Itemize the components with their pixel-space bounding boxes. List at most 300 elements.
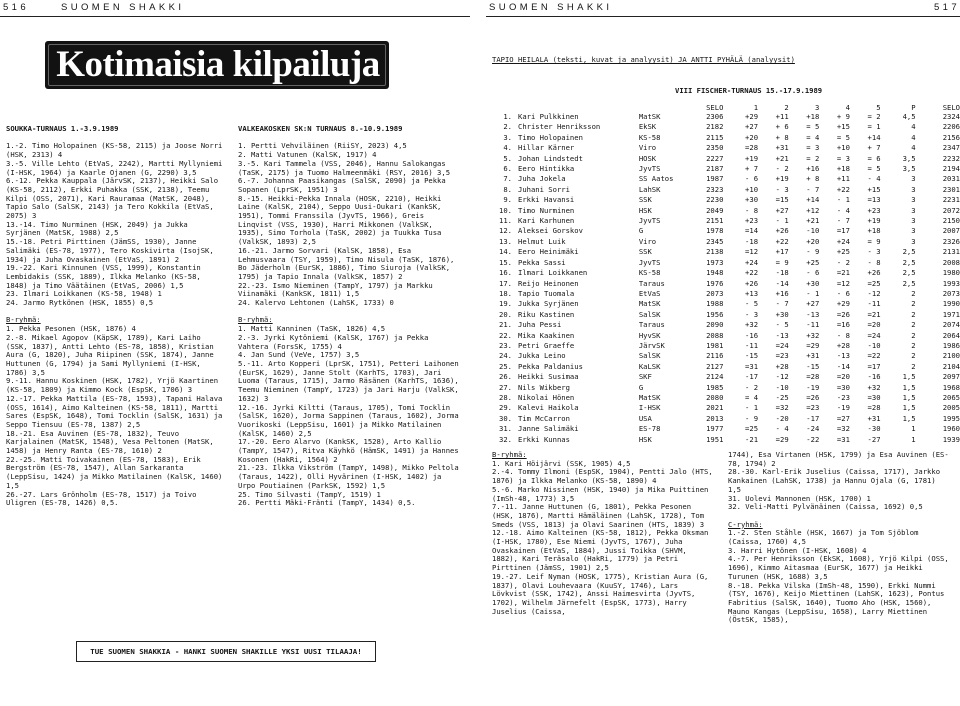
player-rank: 20. [499,309,512,319]
crosstable-header-row [492,103,960,112]
player-name: Jukka Syrjänen [518,299,579,309]
crosstable-row [492,216,960,226]
valkeakoski-b-para: 17.-20. Eero Alarvo (KankSK, 1528), Arto Kallio (TampY, 1547), Ritva Käyhkö (HämSK, 1491) ja Hannes Kosonen (HakRi, 1564) 2 [238,437,464,464]
cell-round-2: -12 [775,372,789,382]
valkeakoski-b-para: 12.-16. Jyrki Kiltti (Taraus, 1705), Tomi Tocklin (SalSK, 1620), Jorma Sappinen (Taraus, 1602), Jorma Vuorikoski (LeppSisu, 1601) ja Mikko Matilainen (KalSK, 1460) 2,5 [238,402,464,438]
cell-round-1: - 6 [745,174,759,184]
cell-round-3: + 8 [806,174,820,184]
soukka-para: 1.-2. Timo Holopainen (KS-58, 2115) ja Joose Norri (HSK, 2313) 4 [6,141,227,160]
player-name: Nikolai Hönen [518,392,575,402]
crosstable-row [492,237,960,247]
fischer-c-group [728,451,952,625]
player-cell [492,403,639,413]
cell-round-5: =22 [867,351,881,361]
cell-elo: 1956 [706,309,724,319]
cell-points: 2 [911,299,916,309]
player-cell [492,185,639,195]
col-header-new-selo: SELO [942,103,960,112]
cell-round-2: +11 [775,112,789,121]
cell-round-1: - 5 [745,299,759,309]
cell-round-2: -18 [775,268,789,278]
cell-round-2: +19 [775,174,789,184]
player-cell [492,195,639,205]
player-rank: 3. [503,132,512,142]
cell-round-5: = 6 [867,153,881,163]
cell-new-elo: 1980 [942,268,960,278]
cell-points: 1 [911,434,916,444]
crosstable-row [492,393,960,403]
cell-round-1: +20 [745,132,759,142]
player-rank: 15. [499,257,512,267]
cell-round-5: =20 [867,320,881,330]
cell-club: MatSK [638,392,661,402]
fischer-b-para: 19.-27. Leif Nyman (HOSK, 1775), Kristian Aura (G, 1837), Olavi Louhevaara (KuuSY, 1746), Lars Lövkvist (SSK, 1742), Anssi Haimesvirta (JyvTS, 1702), Wilhelm Järnefelt (EspSK, 1773), Harry Juselius (Caissa, [492,571,713,616]
crosstable-row [492,143,960,153]
player-rank: 29. [499,403,512,413]
cell-elo: 2187 [706,164,724,174]
cell-round-3: +27 [806,299,820,309]
cell-elo: 2021 [706,403,724,413]
valkeakoski-b-para: 2.-3. Jyrki Kytöniemi (KalSK, 1767) ja Pekka Vahtera (ForsSK, 1755) 4 [238,332,433,351]
cell-new-elo: 2007 [942,226,960,236]
cell-round-4: - 4 [836,205,850,215]
cell-round-1: =25 [745,424,759,434]
cell-new-elo: 2100 [942,351,960,361]
valkeakoski-title: VALKEAKOSKEN SK:N TURNAUS 8.-10.9.1989 [238,124,403,133]
cell-elo: 2073 [706,288,724,298]
cell-round-2: - 4 [775,424,789,434]
cell-round-2: +28 [775,361,789,371]
cell-points: 1,5 [902,403,916,413]
player-cell [492,424,639,434]
cell-elo: 1977 [706,424,724,434]
cell-elo: 1981 [706,340,724,350]
cell-round-3: -17 [806,413,820,423]
cell-round-1: +26 [745,278,759,288]
left-running-title: SUOMEN SHAKKI [61,2,185,13]
section-banner [45,41,389,89]
cell-points: 2 [911,288,916,298]
crosstable-row [492,174,960,184]
cell-round-5: =28 [867,403,881,413]
fischer-b-para: 2.-4. Tommy Ilmoni (EspSK, 1904), Pentti Jalo (HTS, 1876) ja Ilkka Melanko (KS-58, 1890) 4 [492,467,718,486]
cell-club: Taraus [638,278,665,288]
cell-points: 2 [911,330,916,340]
cell-club: G [638,226,644,236]
fischer-b-para: 1. Kari Höijärvi (SSK, 1905) 4,5 [492,458,631,468]
cell-round-1: -18 [745,236,759,246]
crosstable-row [492,112,960,122]
cell-round-4: =21 [836,268,850,278]
cell-round-3: = 2 [806,153,820,163]
valkeakoski-b-label: B-ryhmä: [238,315,273,325]
crosstable-row [492,122,960,132]
player-name: Hillar Kärner [518,143,575,153]
cell-round-3: -15 [806,361,820,371]
cell-round-1: =28 [745,143,759,153]
cell-elo: 2127 [706,361,724,371]
cell-round-5: =17 [867,361,881,371]
cell-new-elo: 2031 [942,174,960,184]
cell-club: JyvTS [638,216,661,226]
fischer-b-cont-para: 31. Uolevi Mannonen (HSK, 1700) 1 [728,493,871,503]
cell-round-1: =14 [745,226,759,236]
player-name: Juha Jokela [518,174,566,184]
left-page-number: 516 [3,2,30,13]
crosstable-row [492,247,960,257]
player-cell [492,216,639,226]
cell-round-1: - 1 [745,403,759,413]
cell-round-2: =24 [775,340,789,350]
cell-round-5: -30 [867,424,881,434]
cell-round-1: -21 [745,434,759,444]
cell-round-3: +21 [806,216,820,226]
cell-points: 2 [911,340,916,350]
fischer-title: VIII FISCHER-TURNAUS 15.-17.9.1989 [675,86,823,95]
cell-club: SSK [638,247,652,257]
crosstable-row [492,383,960,393]
player-name: Aleksei Gorskov [518,226,583,236]
valkeakoski-b-para: 5.-11. Arto Kopperi (LprSK, 1751), Petteri Laihonen (EurSK, 1629), Janne Stolt (KarhTS, 1703), Jari Luoma (Taraus, 1715), Jarmo Räsänen (KarhTS, 1636), Teemu Nieminen (TampY, 1723) ja Jari Harju (ValkSK, 1632) 3 [238,358,464,403]
player-name: Eero Hintikka [518,164,575,174]
crosstable-row [492,279,960,289]
player-cell [492,206,639,216]
cell-round-5: +23 [867,205,881,215]
player-rank: 27. [499,382,512,392]
cell-round-1: +27 [745,122,759,132]
cell-elo: 1985 [706,382,724,392]
crosstable-row [492,320,960,330]
col-header-points: P [911,103,916,112]
cell-round-4: = 3 [836,153,850,163]
valkeakoski-b-para: 26. Pertti Mäki-Fränti (TampY, 1434) 0,5. [238,498,416,508]
cell-round-1: -15 [745,351,759,361]
cell-round-4: =30 [836,382,850,392]
valkeakoski-report [238,124,464,508]
cell-round-2: +21 [775,153,789,163]
player-name: Tim McCarron [518,413,570,423]
cell-new-elo: 2072 [942,205,960,215]
valkeakoski-b-para: 25. Timo Silvasti (TampY, 1519) 1 [238,489,381,499]
cell-round-2: =15 [775,195,789,205]
soukka-b-para: 1. Pekka Pesonen (HSK, 1876) 4 [6,324,136,334]
valkeakoski-para: 3.-5. Kari Tammela (VSS, 2046), Hannu Salokangas (TaSK, 2175) ja Tuomo Halmeenmäki (RSY, 2016) 3,5 [238,158,451,177]
player-rank: 17. [499,278,512,288]
valkeakoski-b-para: 1. Matti Kanninen (TaSK, 1826) 4,5 [238,324,386,334]
cell-elo: 2227 [706,153,724,163]
player-rank: 8. [503,184,512,194]
valkeakoski-para: 2. Matti Vatunen (KalSK, 1917) 4 [238,150,377,160]
cell-round-5: = 5 [867,164,881,174]
cell-club: JyvTS [638,257,661,267]
player-rank: 31. [499,424,512,434]
cell-club: HyvSK [638,330,661,340]
player-name: Eero Heinimäki [518,247,579,257]
player-name: Janne Salimäki [518,424,579,434]
cell-new-elo: 2231 [942,195,960,205]
cell-points: 1,5 [902,413,916,423]
player-rank: 10. [499,205,512,215]
cell-round-3: -11 [806,320,820,330]
cell-points: 2 [911,361,916,371]
player-cell [492,237,639,247]
player-cell [492,143,639,153]
fischer-c-para: 1.-2. Sten Ståhle (HSK, 1667) ja Tom Sjöblom (Caissa, 1760) 4,5 [728,528,923,547]
cell-points: 4,5 [902,112,916,121]
player-cell [492,164,639,174]
crosstable-row [492,268,960,278]
cell-new-elo: 2324 [942,112,960,121]
cell-round-2: +17 [775,247,789,257]
player-cell [492,268,639,278]
cell-round-1: +29 [745,112,759,121]
soukka-b-para: 26.-27. Lars Grönholm (ES-78, 1517) ja Toivo Uligren (ES-78, 1426) 0,5. [6,489,201,508]
cell-new-elo: 2073 [942,288,960,298]
cell-round-1: +30 [745,195,759,205]
cell-round-1: -11 [745,340,759,350]
crosstable-row [492,362,960,372]
cell-round-3: - 1 [806,288,820,298]
cell-round-2: =32 [775,403,789,413]
cell-elo: 2080 [706,392,724,402]
cell-new-elo: 2301 [942,184,960,194]
cell-points: 3 [911,195,916,205]
cell-round-5: +32 [867,382,881,392]
cell-elo: 2124 [706,372,724,382]
cell-club: KS-58 [638,268,661,278]
player-cell [492,320,639,330]
player-rank: 19. [499,299,512,309]
crosstable-row [492,403,960,413]
col-header-round-2: 2 [784,103,789,112]
cell-round-4: +25 [836,247,850,257]
cell-round-3: -13 [806,309,820,319]
player-cell [492,226,639,236]
cell-round-2: +22 [775,236,789,246]
cell-round-4: - 1 [836,195,850,205]
fischer-b-cont-para: 32. Veli-Matti Pylvänäinen (Caissa, 1692) 0,5 [728,502,923,512]
cell-round-1: +32 [745,320,759,330]
cell-round-5: - 4 [867,174,881,184]
cell-round-1: - 9 [745,413,759,423]
cell-round-1: =12 [745,247,759,257]
crosstable-row [492,372,960,382]
cell-club: LahSK [638,184,661,194]
cell-round-2: = 9 [775,257,789,267]
cell-round-5: +15 [867,184,881,194]
player-rank: 32. [499,434,512,444]
player-cell [492,247,639,257]
cell-round-1: +24 [745,257,759,267]
cell-round-4: +15 [836,122,850,132]
fischer-c-para: 8.-18. Pekka Vilska (ImSh-48, 1590), Erkki Nummi (TSY, 1676), Keijo Miettinen (LahSK, 1623), Pontus Fabritius (SalSK, 1640), Tuomo Aho (HSK, 1560), Mauno Kangas (LeppSisu, 1658), Larry Miettinen (ÖstSK, 1585), [728,580,949,625]
cell-elo: 1948 [706,268,724,278]
cell-round-2: -10 [775,382,789,392]
col-header-round-5: 5 [876,103,881,112]
player-name: Riku Kastinen [518,309,575,319]
cell-round-5: + 7 [867,143,881,153]
cell-new-elo: 1960 [942,424,960,434]
player-name: Kari Pulkkinen [518,112,579,121]
banner-title: Kotimaisia kilpailuja [56,44,380,85]
cell-new-elo: 2232 [942,153,960,163]
cell-round-2: -13 [775,330,789,340]
player-name: Christer Henriksson [518,122,601,132]
player-name: Jukka Leino [518,351,566,361]
player-rank: 4. [503,143,512,153]
cell-elo: 1988 [706,299,724,309]
cell-round-2: + 8 [775,132,789,142]
cell-round-4: =27 [836,413,850,423]
player-rank: 16. [499,268,512,278]
cell-round-1: +22 [745,268,759,278]
player-name: Kari Karhunen [518,216,575,226]
fischer-b-label: B-ryhmä: [492,450,527,459]
player-cell [492,341,639,351]
cell-club: MatSK [638,299,661,309]
cell-round-4: +18 [836,164,850,174]
soukka-para: 13.-14. Timo Nurminen (HSK, 2049) ja Jukka Syrjänen (MatSK, 1988) 2,5 [6,219,193,238]
cell-new-elo: 2104 [942,361,960,371]
cell-new-elo: 2064 [942,330,960,340]
valkeakoski-para: 1. Pertti Vehviläinen (RiiSY, 2023) 4,5 [238,141,407,151]
fischer-c-para: 4.-7. Per Henriksson (EkSK, 1608), Yrjö Kilpi (OSS, 1696), Kimmo Aitasmaa (EurSK, 1677) ja Heikki Turunen (HSK, 1688) 3,5 [728,554,954,581]
cell-new-elo: 2074 [942,320,960,330]
player-name: Timo Holopainen [518,132,583,142]
cell-points: 3,5 [902,164,916,174]
player-cell [492,393,639,403]
cell-round-1: +13 [745,288,759,298]
cell-round-4: =16 [836,320,850,330]
crosstable-row [492,289,960,299]
right-header-rule [486,16,960,17]
soukka-para: 15.-18. Petri Pirttinen (JämSS, 1930), Janne Salimäki (ES-78, 1977), Tero Koskivirta (IsojSK, 1934) ja Juha Ovaskainen (EtVaS, 1891) 2 [6,237,219,264]
player-rank: 22. [499,330,512,340]
col-header-round-3: 3 [814,103,820,112]
cell-round-2: - 2 [775,164,789,174]
cell-elo: 2350 [706,143,724,153]
cell-round-1: - 2 [745,382,759,392]
cell-points: 2 [911,309,916,319]
player-cell [492,414,639,424]
crosstable-row [492,164,960,174]
cell-elo: 2013 [706,413,724,423]
cell-round-2: - 5 [775,320,789,330]
fischer-c-para: 3. Harri Hytönen (I-HSK, 1608) 4 [728,545,867,555]
col-header-round-4: 4 [845,103,850,112]
cell-elo: 2306 [706,112,724,121]
cell-points: 2,5 [902,257,916,267]
cell-elo: 2138 [706,247,724,257]
cell-new-elo: 1995 [942,413,960,423]
cell-round-4: +29 [836,299,850,309]
fischer-b-para: 12.-18. Aimo Kalteinen (KS-58, 1812), Pekka Oksman (I-HSK, 1780), Ese Niemi (JyvTS, 1767), Juha Ovaskainen (EtVaS, 1884), Jussi Toikka (SHVM, 1882), Kari Teräsalo (HakRi, 1779) ja Petri Pirttinen (JämSS, 1901) 2,5 [492,528,713,573]
cell-round-5: +18 [867,226,881,236]
cell-points: 1,5 [902,382,916,392]
player-rank: 23. [499,340,512,350]
cell-club: KaLSK [638,361,661,371]
player-rank: 18. [499,288,512,298]
player-cell [492,122,639,132]
cell-round-3: +30 [806,278,820,288]
cell-points: 3 [911,226,916,236]
soukka-b-para: 18.-21. Esa Auvinen (ES-78, 1832), Teuvo Karjalainen (MatSK, 1548), Vesa Peltonen (MatSK, 1458) ja Henry Ranta (ES-78, 1610) 2 [6,428,219,456]
crosstable-row [492,185,960,195]
player-name: Tapio Tuomala [518,288,575,298]
soukka-para: 24. Jarmo Rytkönen (HSK, 1855) 0,5 [6,298,154,308]
player-cell [492,258,639,268]
cell-round-2: - 1 [775,216,789,226]
cell-round-3: +12 [806,205,820,215]
player-cell [492,383,639,393]
cell-new-elo: 1990 [942,299,960,309]
cell-club: SalSK [638,351,661,361]
crosstable-row [492,341,960,351]
crosstable-row [492,226,960,236]
subscription-notice: TUE SUOMEN SHAKKIA - HANKI SUOMEN SHAKILLE YKSI UUSI TILAAJA! [76,641,376,662]
cell-club: EkSK [638,122,657,132]
cell-round-3: - 9 [806,247,820,257]
valkeakoski-para: 24. Kalervo Lehtonen (LahSK, 1733) 0 [238,298,394,308]
cell-round-5: =30 [867,392,881,402]
cell-round-3: -19 [806,382,820,392]
cell-points: 4 [911,143,916,153]
cell-round-4: -14 [836,361,850,371]
left-header-rule [0,16,470,17]
cell-round-3: -10 [806,226,820,236]
cell-round-2: -14 [775,278,789,288]
cell-elo: 2115 [706,132,724,142]
cell-round-5: - 8 [867,257,881,267]
player-cell [492,435,639,445]
soukka-para: 3.-5. Ville Lehto (EtVaS, 2242), Martti Myllyniemi (I-HSK, 1964) ja Kaarle Ojanen (G, 2290) 3,5 [6,158,227,177]
right-page-number: 517 [934,2,960,13]
player-name: Erkki Havansi [518,195,575,205]
cell-round-5: +31 [867,413,881,423]
player-cell [492,289,639,299]
soukka-b-para: 12.-17. Pekka Mattila (ES-78, 1593), Tapani Halava (OSS, 1614), Aimo Kalteinen (KS-58, 1811), Martti Sares (EspSK, 1648), Tomi Tocklin (SalSK, 1631) ja Seppo Tiensuu (ES-78, 1387) 2,5 [6,393,227,429]
player-rank: 6. [503,164,512,174]
player-name: Ilmari Loikkanen [518,268,588,278]
cell-round-3: = 4 [806,132,820,142]
cell-round-1: -17 [745,372,759,382]
cell-elo: 2090 [706,320,724,330]
fischer-crosstable [492,103,960,445]
cell-round-5: +19 [867,216,881,226]
cell-round-4: + 9 [836,112,850,121]
cell-round-2: - 7 [775,299,789,309]
player-name: Reijo Heinonen [518,278,579,288]
cell-round-4: - 2 [836,257,850,267]
cell-elo: 2230 [706,195,724,205]
cell-round-5: - 3 [867,247,881,257]
cell-new-elo: 2065 [942,392,960,402]
cell-points: 3 [911,236,916,246]
player-rank: 24. [499,351,512,361]
player-name: Juhani Sorri [518,184,570,194]
crosstable-row [492,133,960,143]
right-running-title: SUOMEN SHAKKI [489,2,613,13]
cell-club: HSK [638,205,652,215]
cell-round-4: - 7 [836,216,850,226]
cell-round-4: -19 [836,403,850,413]
cell-points: 3 [911,174,916,184]
fischer-b-para: 5.-6. Marko Nissinen (HSK, 1940) ja Mika Puittinen (ImSh-48, 1773) 3,5 [492,484,713,503]
player-rank: 13. [499,236,512,246]
player-cell [492,154,639,164]
cell-round-1: =31 [745,361,759,371]
cell-new-elo: 1939 [942,434,960,444]
